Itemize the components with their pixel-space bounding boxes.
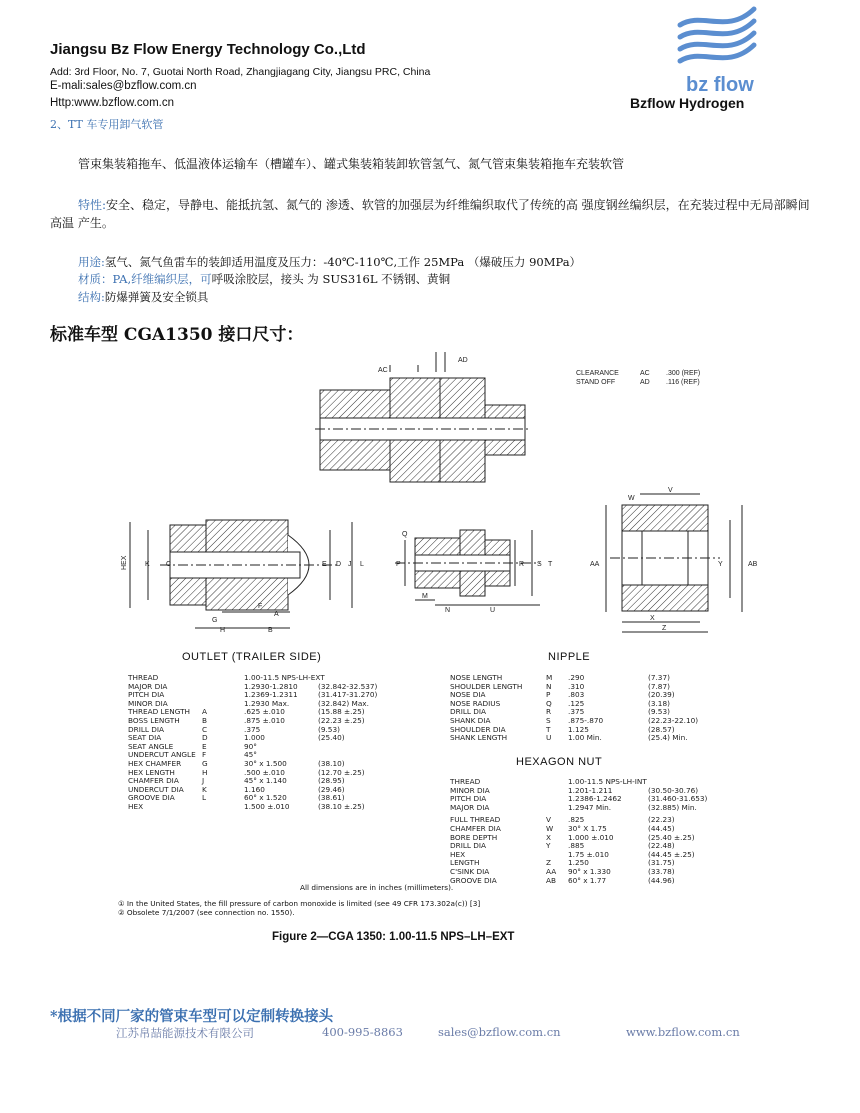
row-name: HEX LENGTH [128, 767, 175, 777]
row-mm: (22.23) [648, 815, 675, 825]
label-hex: HEX [121, 555, 128, 570]
row-symbol: K [202, 784, 207, 794]
row-inch: 1.2386-1.2462 [568, 794, 622, 804]
row-symbol: E [202, 741, 207, 751]
label-aa: AA [590, 561, 600, 568]
clearance-block [576, 370, 700, 386]
row-name: THREAD [450, 777, 481, 786]
row-symbol: Z [546, 858, 551, 868]
row-symbol [202, 674, 244, 683]
row-inch: .875-.870 [568, 715, 604, 725]
label-y: Y [718, 561, 723, 568]
row-mm: (7.87) [648, 681, 670, 691]
row-inch: 1.125 [568, 724, 589, 734]
row-name: UNDERCUT ANGLE [128, 750, 196, 760]
row-symbol [202, 700, 244, 709]
row-name: PITCH DIA [128, 690, 165, 700]
row-name: GROOVE DIA [450, 875, 497, 885]
label-x: X [650, 615, 655, 622]
assembly-drawing [315, 352, 530, 482]
row-inch: .310 [568, 681, 585, 691]
table-row [128, 717, 408, 726]
row-inch: 1.00 Min. [568, 733, 602, 743]
footer-phone: 400-995-8863 [322, 1025, 403, 1039]
clearance-val: .300 (REF) [666, 370, 701, 377]
row-symbol: G [202, 758, 208, 768]
logo-text: bz flow [686, 74, 754, 96]
hexnut-table [450, 778, 728, 885]
row-mm: (31.460-31.653) [648, 794, 708, 804]
label-j: J [348, 561, 352, 568]
row-name: HEX CHAMFER [128, 758, 182, 768]
row-mm: (32.842) Max. [318, 698, 369, 708]
row-symbol [546, 804, 568, 813]
row-inch: 1.160 [244, 784, 265, 794]
row-mm: (30.50-30.76) [648, 785, 699, 795]
hexnut-title: HEXAGON NUT [516, 756, 603, 768]
row-mm: (32.885) Min. [648, 802, 697, 812]
label-b: B [268, 627, 273, 634]
row-name: DRILL DIA [450, 841, 487, 851]
row-inch: 1.2930-1.2810 [244, 681, 298, 691]
row-name: MINOR DIA [128, 698, 168, 708]
footer-email[interactable]: sales@bzflow.com.cn [438, 1025, 561, 1039]
label-l: L [360, 561, 364, 568]
row-inch: .375 [244, 724, 261, 734]
table-row [128, 803, 408, 812]
row-mm: (22.48) [648, 841, 675, 851]
row-symbol: A [202, 707, 207, 717]
label-z: Z [662, 625, 667, 632]
label-ad: AD [458, 357, 468, 364]
row-mm: (22.23 ±.25) [318, 715, 365, 725]
row-symbol: S [546, 715, 551, 725]
row-inch: .825 [568, 815, 585, 825]
row-mm: (28.95) [318, 776, 345, 786]
row-inch: 1.000 [244, 733, 265, 743]
label-s: S [537, 561, 542, 568]
row-mm: (32.842-32.537) [318, 681, 378, 691]
row-name: BOSS LENGTH [128, 715, 180, 725]
row-name: SHANK LENGTH [450, 733, 508, 743]
label-c: C [166, 561, 172, 568]
label-h: H [220, 627, 226, 634]
row-inch: 1.00-11.5 NPS-LH-EXT [244, 673, 325, 682]
clearance-sym: AC [640, 370, 650, 377]
label-k: K [145, 561, 150, 568]
row-mm: (12.70 ±.25) [318, 767, 365, 777]
row-inch: 1.00-11.5 NPS-LH-INT [568, 777, 647, 786]
row-inch: .803 [568, 690, 585, 700]
row-name: GROOVE DIA [128, 793, 175, 803]
row-name: SHOULDER DIA [450, 724, 506, 734]
row-inch: 30° X 1.75 [568, 823, 607, 833]
row-inch: 1.75 ±.010 [568, 849, 609, 859]
structure-label: 结构: [78, 290, 105, 304]
row-symbol: C [202, 724, 208, 734]
label-v: V [668, 487, 673, 494]
row-symbol [546, 795, 568, 804]
row-symbol [546, 787, 568, 796]
row-symbol: L [202, 793, 207, 803]
outlet-drawing [130, 520, 352, 628]
row-mm: (29.46) [318, 784, 345, 794]
row-mm: (38.10 ±.25) [318, 801, 365, 811]
label-m: M [422, 593, 428, 600]
footer-company: 江苏帛喆能源技术有限公司 [116, 1026, 254, 1040]
table-row [450, 734, 728, 743]
row-name: BORE DEPTH [450, 832, 498, 842]
row-mm: (9.53) [318, 724, 340, 734]
row-name: MAJOR DIA [450, 802, 490, 812]
company-website[interactable]: Http:www.bzflow.com.cn [50, 97, 174, 109]
nipple-table [450, 674, 728, 743]
table-row [450, 834, 728, 843]
label-ac: AC [378, 367, 388, 374]
row-symbol: X [546, 832, 551, 842]
company-email[interactable]: E-mali:sales@bzflow.com.cn [50, 80, 197, 92]
label-p: P [396, 561, 401, 568]
label-r: R [519, 561, 525, 568]
row-name: HEX [128, 801, 144, 811]
row-name: THREAD [128, 673, 159, 682]
row-mm: (25.4) Min. [648, 733, 688, 743]
row-symbol: Q [546, 698, 552, 708]
row-name: MAJOR DIA [128, 681, 168, 691]
footnote-1: ① In the United States, the fill pressure of carbon monoxide is limited (see 49 CFR 173.302a(c)) [3] [118, 899, 481, 908]
material-label: 材质：PA,纤维编织层，可 [78, 272, 212, 286]
row-inch: 45° [244, 750, 257, 760]
row-inch: 1.201-1.211 [568, 785, 613, 795]
row-name: SHOULDER LENGTH [450, 681, 523, 691]
row-mm [318, 743, 408, 752]
row-name: SHANK DIA [450, 715, 491, 725]
outlet-table [128, 674, 408, 812]
row-mm: (31.75) [648, 858, 675, 868]
structure-text: 防爆弹簧及安全锁具 [104, 290, 209, 304]
outlet-title: OUTLET (TRAILER SIDE) [182, 651, 322, 663]
row-symbol: D [202, 733, 208, 743]
usage-label: 用途: [78, 255, 105, 269]
row-mm: (44.45) [648, 823, 675, 833]
row-name: CHAMFER DIA [128, 776, 179, 786]
label-f: F [258, 603, 263, 610]
row-name: C'SINK DIA [450, 866, 490, 876]
row-inch: 60° x 1.77 [568, 875, 607, 885]
row-mm: (38.10) [318, 758, 345, 768]
row-symbol [202, 683, 244, 692]
row-name: SEAT DIA [128, 733, 162, 743]
row-name: MINOR DIA [450, 785, 490, 795]
dimensions-heading: 标准车型 CGA1350 接口尺寸： [50, 325, 304, 345]
label-u: U [490, 607, 496, 614]
row-inch: .125 [568, 698, 585, 708]
row-name: NOSE RADIUS [450, 698, 501, 708]
company-address: Add: 3rd Floor, No. 7, Guotai North Road, Zhangjiagang City, Jiangsu PRC, China [50, 66, 431, 78]
dims-note: All dimensions are in inches (millimeters). [300, 883, 454, 892]
row-name: UNDERCUT DIA [128, 784, 184, 794]
row-mm: (20.39) [648, 690, 675, 700]
row-inch: 90° x 1.330 [568, 866, 611, 876]
label-ab: AB [748, 561, 758, 568]
row-symbol: M [546, 673, 553, 682]
row-symbol: V [546, 815, 551, 825]
row-symbol [202, 803, 244, 812]
table-row [128, 726, 408, 735]
label-a: A [274, 611, 279, 618]
row-mm: (33.78) [648, 866, 675, 876]
row-inch: .625 ±.010 [244, 707, 285, 717]
row-inch: .290 [568, 673, 585, 682]
intro-paragraph: 管束集装箱拖车、低温液体运输车（槽罐车）、罐式集装箱装卸软管氢气、氮气管束集装箱拖车充装软管 [78, 157, 625, 171]
standoff-sym: AD [640, 379, 650, 386]
features-label: 特性: [78, 198, 107, 212]
label-n: N [445, 607, 451, 614]
row-inch: .875 ±.010 [244, 715, 285, 725]
row-name: HEX [450, 849, 466, 859]
row-symbol: Y [546, 841, 551, 851]
table-row [450, 877, 728, 886]
row-inch: 1.250 [568, 858, 589, 868]
row-name: THREAD LENGTH [128, 707, 191, 717]
material-text: 呼吸涂胶层，接头 为 SUS316L 不锈钢、黄铜 [211, 272, 451, 286]
row-symbol: R [546, 707, 552, 717]
section-title: 2、TT 车专用卸气软管 [50, 118, 164, 131]
row-mm: (3.18) [648, 698, 670, 708]
usage-text: 氢气、氮气鱼雷车的装卸适用温度及压力：-40℃-110℃,工作 25MPa （爆破压力 90MPa） [104, 255, 582, 269]
row-name: DRILL DIA [128, 724, 165, 734]
figure-caption: Figure 2—CGA 1350: 1.00-11.5 NPS–LH–EXT [272, 931, 515, 943]
row-mm: (25.40) [318, 733, 345, 743]
row-inch: .375 [568, 707, 585, 717]
row-inch: 1.2947 Min. [568, 802, 612, 812]
label-d: D [336, 561, 342, 568]
row-symbol [546, 778, 568, 787]
row-name: LENGTH [450, 858, 480, 868]
row-mm: (31.417-31.270) [318, 690, 378, 700]
row-name: NOSE LENGTH [450, 673, 503, 682]
row-symbol: F [202, 750, 207, 760]
row-symbol: N [546, 681, 552, 691]
row-symbol: H [202, 767, 208, 777]
row-mm: (44.96) [648, 875, 675, 885]
row-symbol: B [202, 715, 208, 725]
table-row [450, 851, 728, 860]
row-mm: (15.88 ±.25) [318, 707, 365, 717]
row-name: FULL THREAD [450, 815, 501, 825]
brand-name: Bzflow Hydrogen [630, 95, 745, 111]
row-inch: .885 [568, 841, 585, 851]
row-inch: .500 ±.010 [244, 767, 285, 777]
row-symbol: AA [546, 866, 557, 876]
row-inch: 60° x 1.520 [244, 793, 287, 803]
row-name: PITCH DIA [450, 794, 487, 804]
label-g: G [212, 617, 218, 624]
row-symbol: P [546, 690, 551, 700]
nipple-title: NIPPLE [548, 651, 591, 663]
label-t: T [548, 561, 553, 568]
row-mm: (22.23-22.10) [648, 715, 699, 725]
row-mm: (9.53) [648, 707, 670, 717]
footer-headline: *根据不同厂家的管束车型可以定制转换接头 [50, 1008, 334, 1025]
row-symbol [202, 691, 244, 700]
row-symbol: J [202, 776, 205, 786]
row-inch: 1.2930 Max. [244, 698, 290, 708]
standoff-val: .116 (REF) [666, 379, 700, 386]
row-mm: (28.57) [648, 724, 675, 734]
row-symbol: AB [546, 875, 556, 885]
row-inch: 1.000 ±.010 [568, 832, 614, 842]
label-q: Q [402, 531, 408, 538]
features-text: 安全、稳定，导静电、能抵抗氢、氮气的 渗透、软管的加强层为纤维编织取代了传统的高 强度钢丝编织层，在充装过程中无局部瞬间高温 产生。 [50, 198, 810, 230]
table-row [450, 804, 728, 813]
row-mm: (25.40 ±.25) [648, 832, 695, 842]
standoff-name: STAND OFF [576, 379, 616, 386]
company-name: Jiangsu Bz Flow Energy Technology Co.,Ltd [50, 41, 366, 58]
label-e: E [322, 561, 327, 568]
row-name: NOSE DIA [450, 690, 486, 700]
row-inch: 30° x 1.500 [244, 758, 287, 768]
row-symbol: U [546, 733, 552, 743]
row-inch: 1.500 ±.010 [244, 801, 290, 811]
row-name: CHAMFER DIA [450, 823, 501, 833]
footer-website[interactable]: www.bzflow.com.cn [626, 1025, 740, 1039]
table-row [450, 683, 728, 692]
row-symbol: T [546, 724, 551, 734]
row-inch: 45° x 1.140 [244, 776, 287, 786]
clearance-name: CLEARANCE [576, 370, 619, 377]
row-symbol: W [546, 823, 554, 833]
row-inch: 90° [244, 741, 257, 751]
table-row [450, 700, 728, 709]
row-mm: (44.45 ±.25) [648, 849, 695, 859]
row-name: SEAT ANGLE [128, 741, 174, 751]
label-w: W [628, 495, 635, 502]
row-name: DRILL DIA [450, 707, 487, 717]
row-mm: (38.61) [318, 793, 345, 803]
footnote-2: ② Obsolete 7/1/2007 (see connection no. 1550). [118, 908, 295, 917]
row-inch: 1.2369-1.2311 [244, 690, 298, 700]
row-mm: (7.37) [648, 673, 670, 682]
